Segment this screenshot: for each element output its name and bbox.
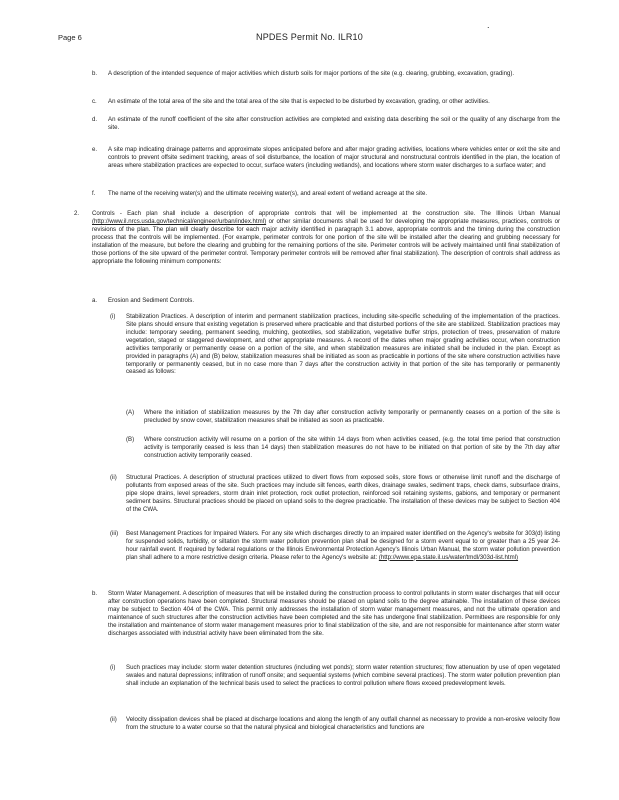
paragraph-label: (ii) (110, 474, 117, 481)
page-number: Page 6 (58, 33, 82, 42)
stab-sub-text: Where the initiation of stabilization measures by the 7th day after construction activity temporarily or permanently ceases on a portion of the site is precluded by snow cover, stabilization measures shall be initiated as soon as practicable. (144, 409, 560, 424)
stray-mark: . (487, 20, 490, 30)
paragraph-label: (i) (110, 664, 116, 671)
paragraph-label: (B) (126, 436, 135, 443)
paragraph-label: (i) (110, 313, 116, 320)
item-label: d. (92, 116, 98, 123)
bmp-text-body: Best Management Practices for Impaired Waters. For any site which discharges directly to an impaired water identified on the Agency's website for 303(d) listing for suspended solids, turbidity, or siltation the storm water pollution prevention plan shall be designed for a storm event equal to or greater than a 25 year 24-hour rainfall event. If required by federal regulations or the Illinois Environmental Protection Agency's Illinois Urban Manual, the storm water pollution prevention plan shall adhere to a more restrictive design criteria. Please refer to the Agency's website at: (126, 530, 560, 561)
storm-sub-text: Velocity dissipation devices shall be placed at discharge locations and along the length of any outfall channel as necessary to provide a non-erosive velocity flow from the structure to a water course so that the natural physical and biological characteristics and functions are (126, 716, 560, 731)
stabilization-text: Stabilization Practices. A description of interim and permanent stabilization practices, including site-specific scheduling of the implementation of the practices. Site plans should ensure that existing vegetation is preserved where practicable and that disturbed portions of the site are stabilized. Stabilization practices may include: temporary seeding, permanent seeding, mulching, geotextiles, sod stabilization, vegetative buffer strips, protection of trees, preservation of mature vegetation, staged or staggered development, and other appropriate measures. A record of the dates when major grading activities occur, when construction activities temporarily or permanently cease on a portion of the site, and when stabilization measures are initiated shall be included in the plan. Except as provided in paragraphs (A) and (B) below, stabilization measures shall be initiated as soon as practicable in portions of the site where construction activities have temporarily or permanently ceased, but in no case more than 7 days after the construction activity in that portion of the site has temporarily or permanently ceased as follows: (126, 313, 560, 376)
section-label: 2. (74, 210, 80, 217)
subsection-label: a. (92, 297, 98, 304)
item-label: e. (92, 146, 98, 153)
controls-intro-end: or other similar documents shall be used for developing the appropriate measures, practices, controls or revisions of the plan. The plan will clearly describe for each major activity identified in paragraph 3.1 above, appropriate controls and the timing during the construction process that the controls will be implemented. (For example, perimeter controls for one portion of the site will be installed after the clearing and grubbing necessary for installation of the measure, but before the clearing and grubbing for the remaining portions of the site. Perimeter controls will be actively maintained until final stabilization of those portions of the site upward of the perimeter control. Temporary perimeter controls will be removed after final stabilization). The description of controls shall address as appropriate the following minimum components: (92, 217, 560, 265)
paragraph-label: (iii) (110, 530, 119, 537)
item-text: The name of the receiving water(s) and the ultimate receiving water(s), and areal extent of wetland acreage at the site. (108, 190, 428, 197)
urban-manual-link[interactable]: (http://www.il.nrcs.usda.gov/technical/engineer/urban/index.html) (92, 217, 267, 225)
controls-intro-start: Controls - Each plan shall include a description of appropriate controls that will be implemented at the construction site. The Illinois Urban Manual (92, 210, 560, 217)
subsection-label: b. (92, 590, 98, 597)
storm-sub-text: Such practices may include: storm water detention structures (including wet ponds); storm water retention structures; flow attenuation by use of open vegetated swales and natural depressions; infiltration of runoff onsite; and sequential systems (which combine several practices). The storm water pollution prevention plan shall include an explanation of the technical basis used to select the practices to control pollution where flows exceed predevelopment levels. (126, 664, 560, 687)
structural-text: Structural Practices. A description of structural practices utilized to divert flows from exposed soils, store flows or otherwise limit runoff and the discharge of pollutants from exposed areas of the site. Such practices may include silt fences, earth dikes, drainage swales, sediment traps, check dams, subsurface drains, pipe slope drains, level spreaders, storm drain inlet protection, rock outlet protection, reinforced soil retaining systems, gabions, and temporary or permanent sediment basins. Structural practices should be placed on upland soils to the degree practicable. The installation of these devices may be subject to Section 404 of the CWA. (126, 474, 560, 513)
bmp-text (126, 530, 560, 562)
item-label: c. (92, 98, 97, 105)
impaired-waters-link[interactable]: (http://www.epa.state.il.us/water/tmdl/303d-list.html) (378, 553, 519, 561)
item-text: An estimate of the total area of the site and the total area of the site that is expected to be disturbed by excavation, grading, or other activities. (108, 98, 490, 105)
erosion-heading: Erosion and Sediment Controls. (108, 297, 195, 304)
item-text: A description of the intended sequence of major activities which disturb soils for major portions of the site (e.g. clearing, grubbing, excavation, grading). (108, 70, 515, 77)
item-label: f. (92, 190, 96, 197)
paragraph-label: (ii) (110, 716, 117, 723)
item-label: b. (92, 70, 98, 77)
stab-sub-text: Where construction activity will resume on a portion of the site within 14 days from when activities ceased, (e.g. the total time period that construction activity is temporarily ceased is less than 14 days) then stabilization measures do not have to be initiated on that portion of site by the 7th day after construction activity temporarily ceased. (144, 436, 560, 459)
controls-intro (92, 210, 560, 265)
storm-text: Storm Water Management. A description of measures that will be installed during the construction process to control pollutants in storm water discharges that will occur after construction operations have been completed. Structural measures should be placed on upland soils to the degree attainable. The installation of these devices may be subject to Section 404 of the CWA. This permit only addresses the installation of storm water management measures, and not the ultimate operation and maintenance of such structures after the construction activities have been completed and the site has undergone final stabilization. Permittees are responsible for only the installation and maintenance of storm water management measures prior to final stabilization of the site, and are not responsible for maintenance after storm water discharges associated with industrial activity have been eliminated from the site. (108, 590, 560, 637)
item-text: An estimate of the runoff coefficient of the site after construction activities are completed and existing data describing the soil or the quality of any discharge from the site. (108, 116, 560, 131)
page-title: NPDES Permit No. ILR10 (256, 32, 363, 42)
paragraph-label: (A) (126, 409, 135, 416)
item-text: A site map indicating drainage patterns and approximate slopes anticipated before and after major grading activities, locations where vehicles enter or exit the site and controls to prevent offsite sediment tracking, areas of soil disturbance, the location of major structural and nonstructural controls identified in the plan, the location of areas where stabilization practices are expected to occur, surface waters (including wetlands), and locations where storm water discharges to a surface water; and (108, 146, 560, 169)
